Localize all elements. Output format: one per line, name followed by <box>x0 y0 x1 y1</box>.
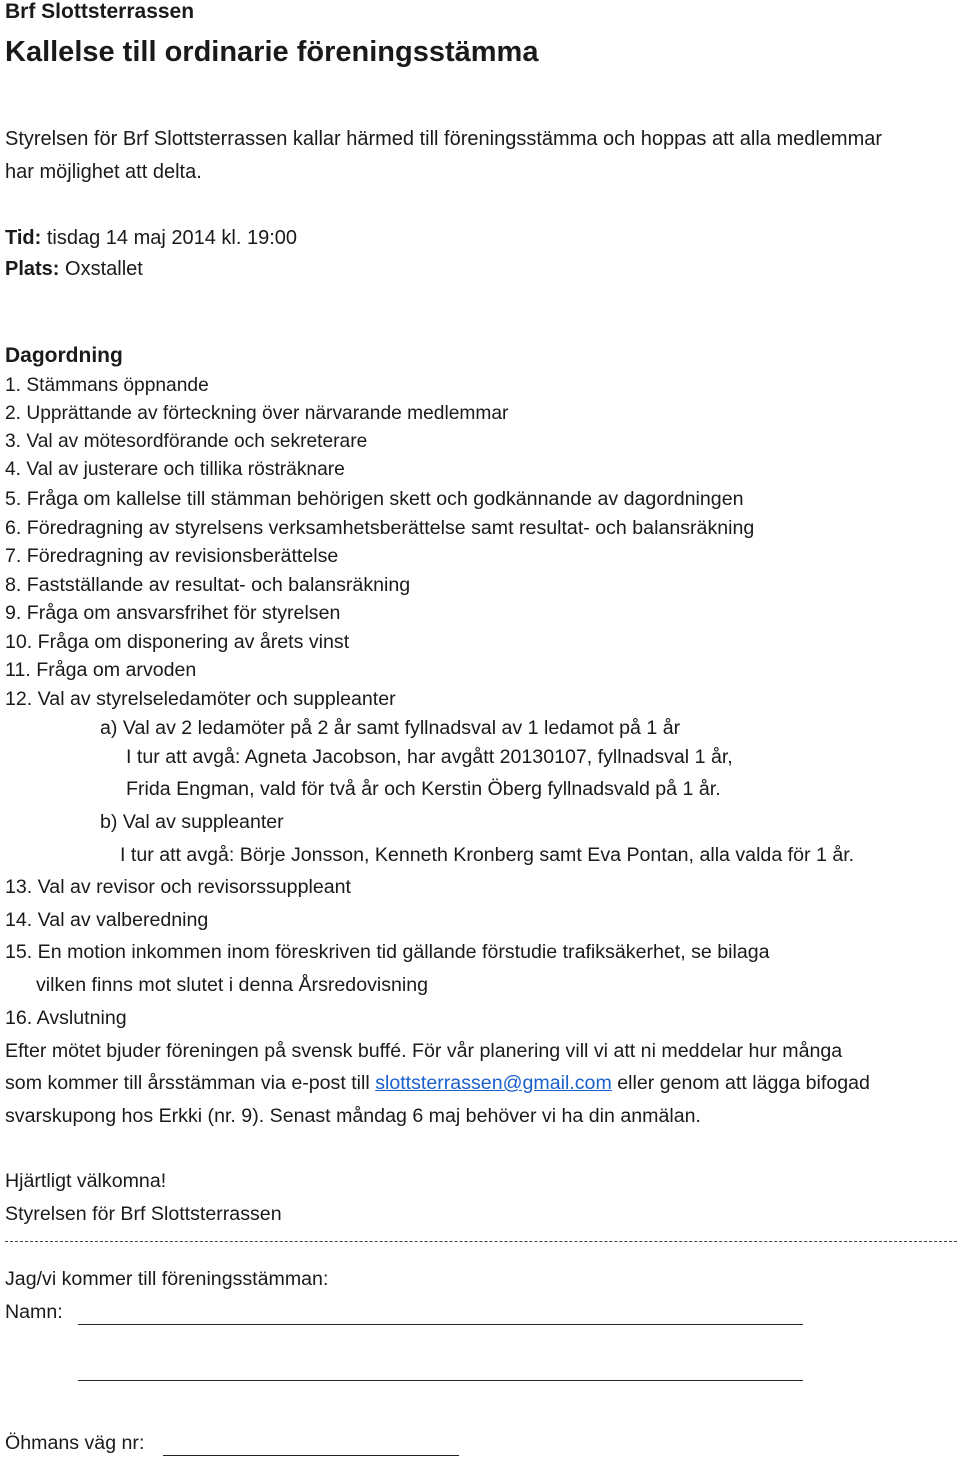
agenda-item: 4. Val av justerare och tillika rösträknare <box>5 459 345 480</box>
agenda-sub-b: b) Val av suppleanter <box>100 811 284 833</box>
agenda-sub-b-detail: I tur att avgå: Börje Jonsson, Kenneth Kronberg samt Eva Pontan, alla valda för 1 år. <box>120 844 855 866</box>
cut-line <box>5 1241 957 1242</box>
agenda-item: 3. Val av mötesordförande och sekreterare <box>5 431 368 452</box>
agenda-item: 5. Fråga om kallelse till stämman behörigen skett och godkännande av dagordningen <box>5 488 744 510</box>
address-field-line[interactable] <box>163 1455 459 1456</box>
agenda-item: 11. Fråga om arvoden <box>5 659 197 681</box>
footer-text <box>5 1072 870 1095</box>
form-heading: Jag/vi kommer till föreningsstämman: <box>5 1268 329 1290</box>
intro-line-1: Styrelsen för Brf Slottsterrassen kallar härmed till föreningsstämma och hoppas att alla medlemmar <box>5 128 883 150</box>
agenda-item: 2. Upprättande av förteckning över närvarande medlemmar <box>5 403 509 424</box>
agenda-sub-a-detail: Frida Engman, vald för två år och Kerstin Öberg fyllnadsvald på 1 år. <box>126 778 721 800</box>
organization-name: Brf Slottsterrassen <box>5 0 195 23</box>
agenda-sub-a-detail: I tur att avgå: Agneta Jacobson, har avgått 20130107, fyllnadsval 1 år, <box>126 746 733 768</box>
agenda-item: 14. Val av valberedning <box>5 909 209 931</box>
agenda-item: 9. Fråga om ansvarsfrihet för styrelsen <box>5 602 341 624</box>
intro-line-2: har möjlighet att delta. <box>5 161 202 183</box>
footer-text-pre: som kommer till årsstämman via e-post till <box>5 1072 376 1094</box>
meeting-place <box>5 258 143 281</box>
time-value: tisdag 14 maj 2014 kl. 19:00 <box>41 227 298 249</box>
greeting: Hjärtligt välkomna! <box>5 1170 167 1192</box>
agenda-item: 16. Avslutning <box>5 1007 127 1029</box>
agenda-item-continuation: vilken finns mot slutet i denna Årsredovisning <box>36 974 429 996</box>
footer-text: svarskupong hos Erkki (nr. 9). Senast måndag 6 maj behöver vi ha din anmälan. <box>5 1105 701 1127</box>
agenda-sub-a: a) Val av 2 ledamöter på 2 år samt fyllnadsval av 1 ledamot på 1 år <box>100 717 681 739</box>
footer-text-post: eller genom att lägga bifogad <box>611 1072 870 1094</box>
signature: Styrelsen för Brf Slottsterrassen <box>5 1203 282 1225</box>
agenda-item: 8. Fastställande av resultat- och balansräkning <box>5 574 411 596</box>
address-label: Öhmans väg nr: <box>5 1432 145 1454</box>
time-label: Tid: <box>5 227 42 249</box>
agenda-item: 15. En motion inkommen inom föreskriven tid gällande förstudie trafiksäkerhet, se bilaga <box>5 941 770 963</box>
agenda-item: 13. Val av revisor och revisorssuppleant <box>5 876 351 898</box>
agenda-item: 1. Stämmans öppnande <box>5 375 209 396</box>
meeting-time <box>5 227 297 250</box>
footer-text: Efter mötet bjuder föreningen på svensk buffé. För vår planering vill vi att ni meddelar hur många <box>5 1040 843 1062</box>
page-title: Kallelse till ordinarie föreningsstämma <box>5 36 539 68</box>
name-field-line-2[interactable] <box>78 1380 803 1381</box>
agenda-heading: Dagordning <box>5 344 123 367</box>
agenda-item: 10. Fråga om disponering av årets vinst <box>5 631 350 653</box>
name-label: Namn: <box>5 1301 63 1323</box>
place-value: Oxstallet <box>59 258 143 280</box>
email-link[interactable]: slottsterrassen@gmail.com <box>375 1072 612 1094</box>
agenda-item: 7. Föredragning av revisionsberättelse <box>5 545 339 567</box>
place-label: Plats: <box>5 258 60 280</box>
agenda-item: 12. Val av styrelseledamöter och suppleanter <box>5 688 396 710</box>
agenda-item: 6. Föredragning av styrelsens verksamhetsberättelse samt resultat- och balansräkning <box>5 517 755 539</box>
name-field-line[interactable] <box>78 1324 803 1325</box>
